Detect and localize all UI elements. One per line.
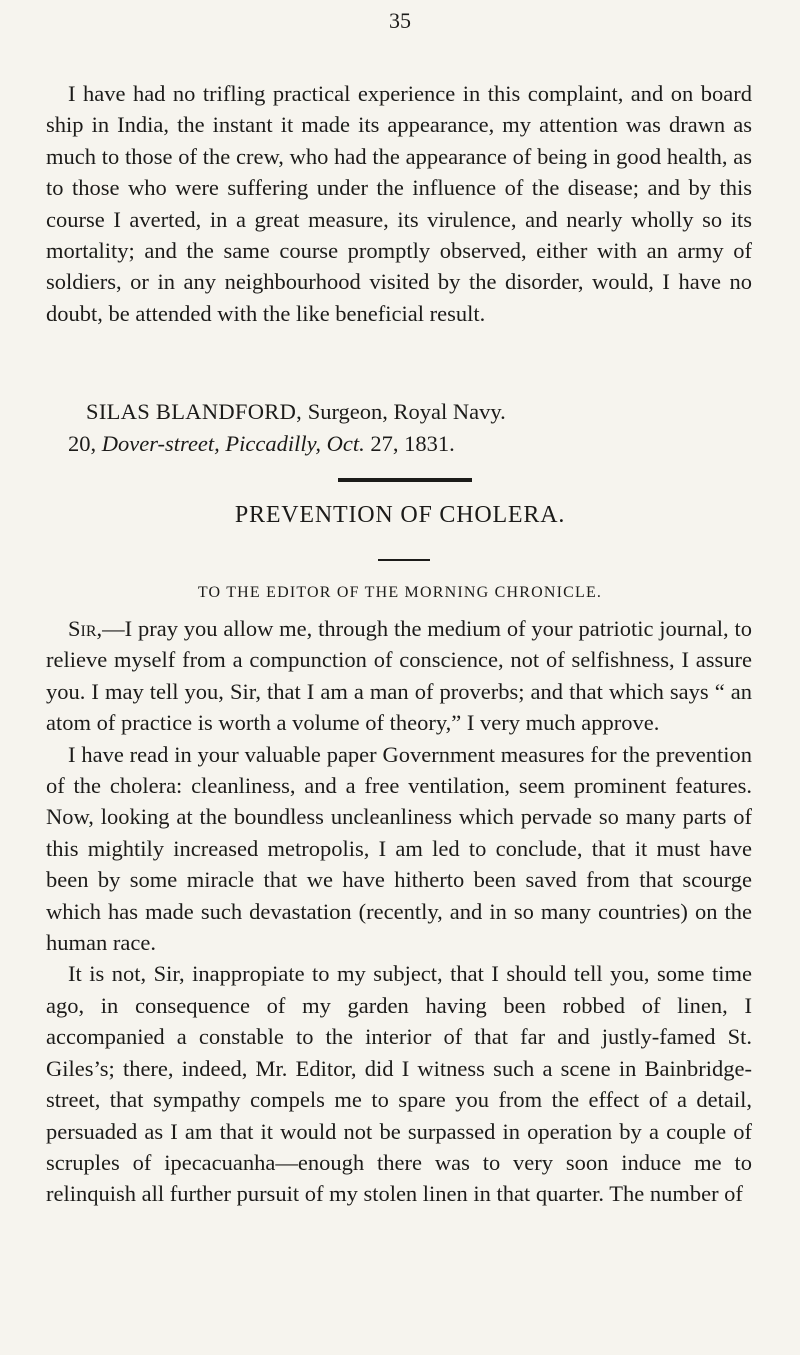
letter-paragraph: It is not, Sir, inappropiate to my subject, that I should tell you, some time ago, in consequence of my garden having been robbed of linen, I accompanied a constable to the interior of that far and justly-famed St. Giles’s; there, indeed, Mr. Editor, did I witness such a scene in Bainbridge-street, that sympathy compels me to spare you from the effect of a detail, persuaded as I am that it would not be surpassed in operation by a couple of scruples of ipecacuanha—enough there was to very soon induce me to relinquish all further pursuit of my stolen linen in that quarter. The number of: [46, 961, 752, 1207]
address-line: [68, 431, 455, 457]
letter-paragraph: I have had no trifling practical experience in this complaint, and on board ship in India, the instant it made its appearance, my attention was drawn as much to those of the crew, who had the appearance of being in good health, as to those who were suffering under the influence of the disease; and by this course I averted, in a great measure, its virulence, and nearly wholly so its mortality; and the same course promptly observed, either with an army of soldiers, or in any neighbourhood visited by the disorder, would, I have no doubt, be attended with the like beneficial result.: [46, 81, 752, 326]
signature-title: Surgeon, Royal Navy.: [302, 399, 506, 424]
section-title: PREVENTION OF CHOLERA.: [234, 502, 566, 528]
paragraph-text: —I pray you allow me, through the medium of your patriotic journal, to relieve myself from a compunction of conscience, not of selfishness, I assure you. I may tell you, Sir, that I am a man of proverbs; and that which says “ an atom of practice is worth a volume of theory,” I very much approve.: [46, 616, 752, 736]
address-number: 20,: [68, 431, 97, 456]
letter-body-paragraph: [46, 78, 752, 329]
signature-name: SILAS BLANDFORD,: [86, 399, 303, 424]
signature-line: [86, 399, 506, 425]
page-number: 35: [389, 8, 411, 33]
section-divider-rule: [338, 478, 472, 482]
salutation: Sir,: [68, 616, 103, 641]
letter-paragraph: [46, 613, 752, 739]
letter-addressee: TO THE EDITOR OF THE MORNING CHRONICLE.: [197, 584, 603, 601]
address-date: 27, 1831.: [364, 431, 455, 456]
letter-body: [46, 613, 752, 1210]
short-divider-rule: [378, 559, 430, 561]
letter-paragraph: I have read in your valuable paper Government measures for the prevention of the cholera: cleanliness, and a free ventilation, seem prominent features. Now, looking at the boundless uncleanliness which pervade so many parts of this mightily increased metropolis, I am led to conclude, that it must have been by some miracle that we have hitherto been saved from that scourge which has made such devastation (recently, and in so many countries) on the human race.: [46, 741, 752, 956]
address-place: Dover-street, Piccadilly, Oct.: [96, 431, 365, 456]
